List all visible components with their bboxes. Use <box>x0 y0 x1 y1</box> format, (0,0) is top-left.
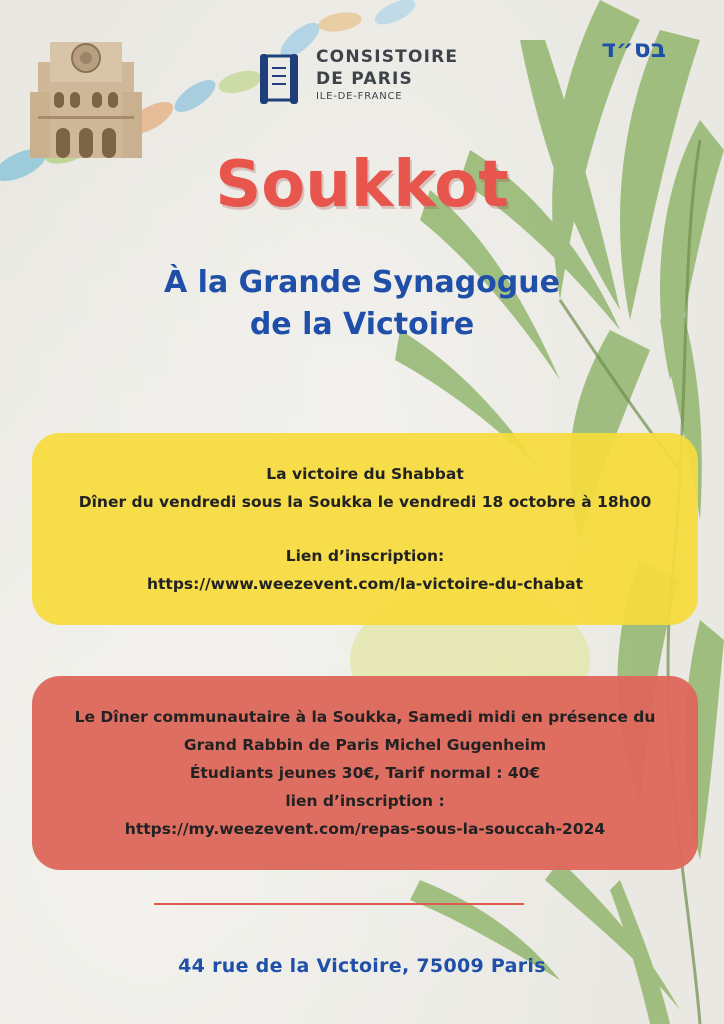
synagogue-illustration <box>30 32 142 160</box>
page-title: Soukkot <box>215 148 509 222</box>
torah-scroll-logo <box>256 50 306 108</box>
subtitle <box>0 262 724 346</box>
hebrew-mark: בס״ד <box>601 34 666 63</box>
divider <box>154 903 524 905</box>
consistoire-logo <box>256 38 476 118</box>
event-card-shabbat <box>32 433 698 625</box>
event1-name: La victoire du Shabbat <box>266 465 464 483</box>
subtitle-line-2: de la Victoire <box>249 307 475 342</box>
event2-link-label: lien d’inscription : <box>285 792 445 810</box>
subtitle-line-1: À la Grande Synagogue <box>164 265 560 300</box>
event2-line-1: Le Dîner communautaire à la Soukka, Samedi midi en présence du <box>74 708 656 726</box>
logo-line-2: DE PARIS <box>316 69 413 89</box>
event2-pricing: Étudiants jeunes 30€, Tarif normal : 40€ <box>189 764 541 782</box>
event2-link[interactable]: https://my.weezevent.com/repas-sous-la-souccah-2024 <box>124 820 606 838</box>
event1-link-label: Lien d’inscription: <box>285 547 445 565</box>
address: 44 rue de la Victoire, 75009 Paris <box>178 955 546 977</box>
event-card-communal-dinner <box>32 676 698 870</box>
logo-line-1: CONSISTOIRE <box>316 47 459 67</box>
event2-line-2: Grand Rabbin de Paris Michel Gugenheim <box>183 736 547 754</box>
event1-link[interactable]: https://www.weezevent.com/la-victoire-du-chabat <box>146 575 583 593</box>
event1-description: Dîner du vendredi sous la Soukka le vendredi 18 octobre à 18h00 <box>78 493 652 511</box>
logo-line-3: ILE-DE-FRANCE <box>316 91 403 102</box>
